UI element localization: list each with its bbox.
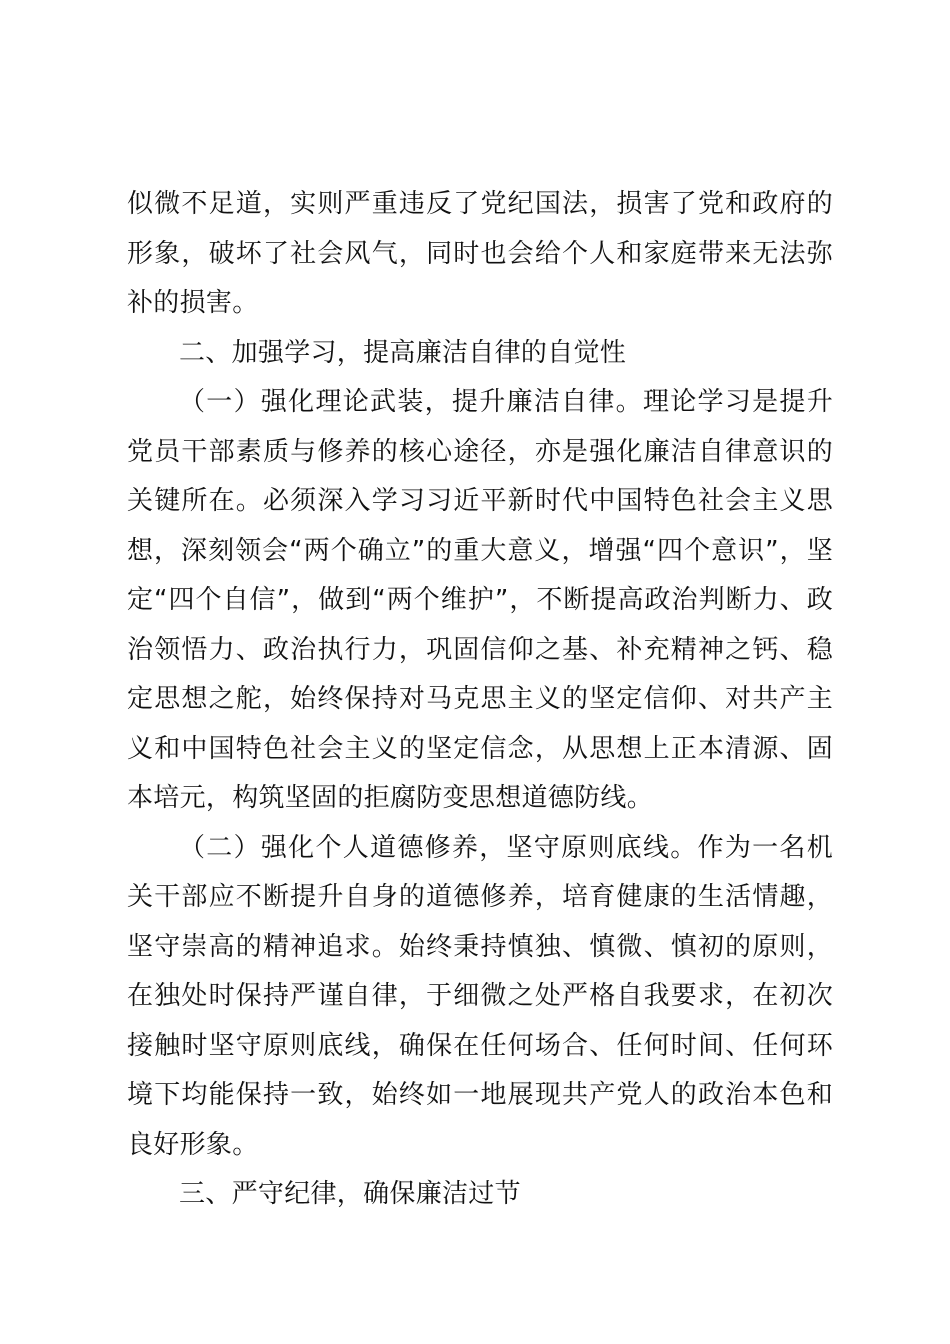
document-body [127, 180, 833, 1220]
section-heading-two: 二、加强学习，提高廉洁自律的自觉性 [179, 337, 627, 368]
paragraph-continued: 似微不足道，实则严重违反了党纪国法，损害了党和政府的形象，破坏了社会风气，同时也会给个人和家庭带来无法弥补的损害。 [127, 189, 833, 318]
paragraph-theory-study: （一）强化理论武装，提升廉洁自律。理论学习是提升党员干部素质与修养的核心途径，亦是强化廉洁自律意识的关键所在。必须深入学习习近平新时代中国特色社会主义思想，深刻领会“两个确立”的重大意义，增强“四个意识”，坚定“四个自信”，做到“两个维护”，不断提高政治判断力、政治领悟力、政治执行力，巩固信仰之基、补充精神之钙、稳定思想之舵，始终保持对马克思主义的坚定信仰、对共产主义和中国特色社会主义的坚定信念，从思想上正本清源、固本培元，构筑坚固的拒腐防变思想道德防线。 [127, 387, 833, 813]
section-heading-three: 三、严守纪律，确保廉洁过节 [179, 1179, 521, 1209]
paragraph-moral-cultivation: （二）强化个人道德修养，坚守原则底线。作为一名机关干部应不断提升自身的道德修养，培育健康的生活情趣，坚守崇高的精神追求。始终秉持慎独、慎微、慎初的原则，在独处时保持严谨自律，于细微之处严格自我要求，在初次接触时坚守原则底线，确保在任何场合、任何时间、任何环境下均能保持一致，始终如一地展现共产党人的政治本色和良好形象。 [127, 832, 833, 1160]
